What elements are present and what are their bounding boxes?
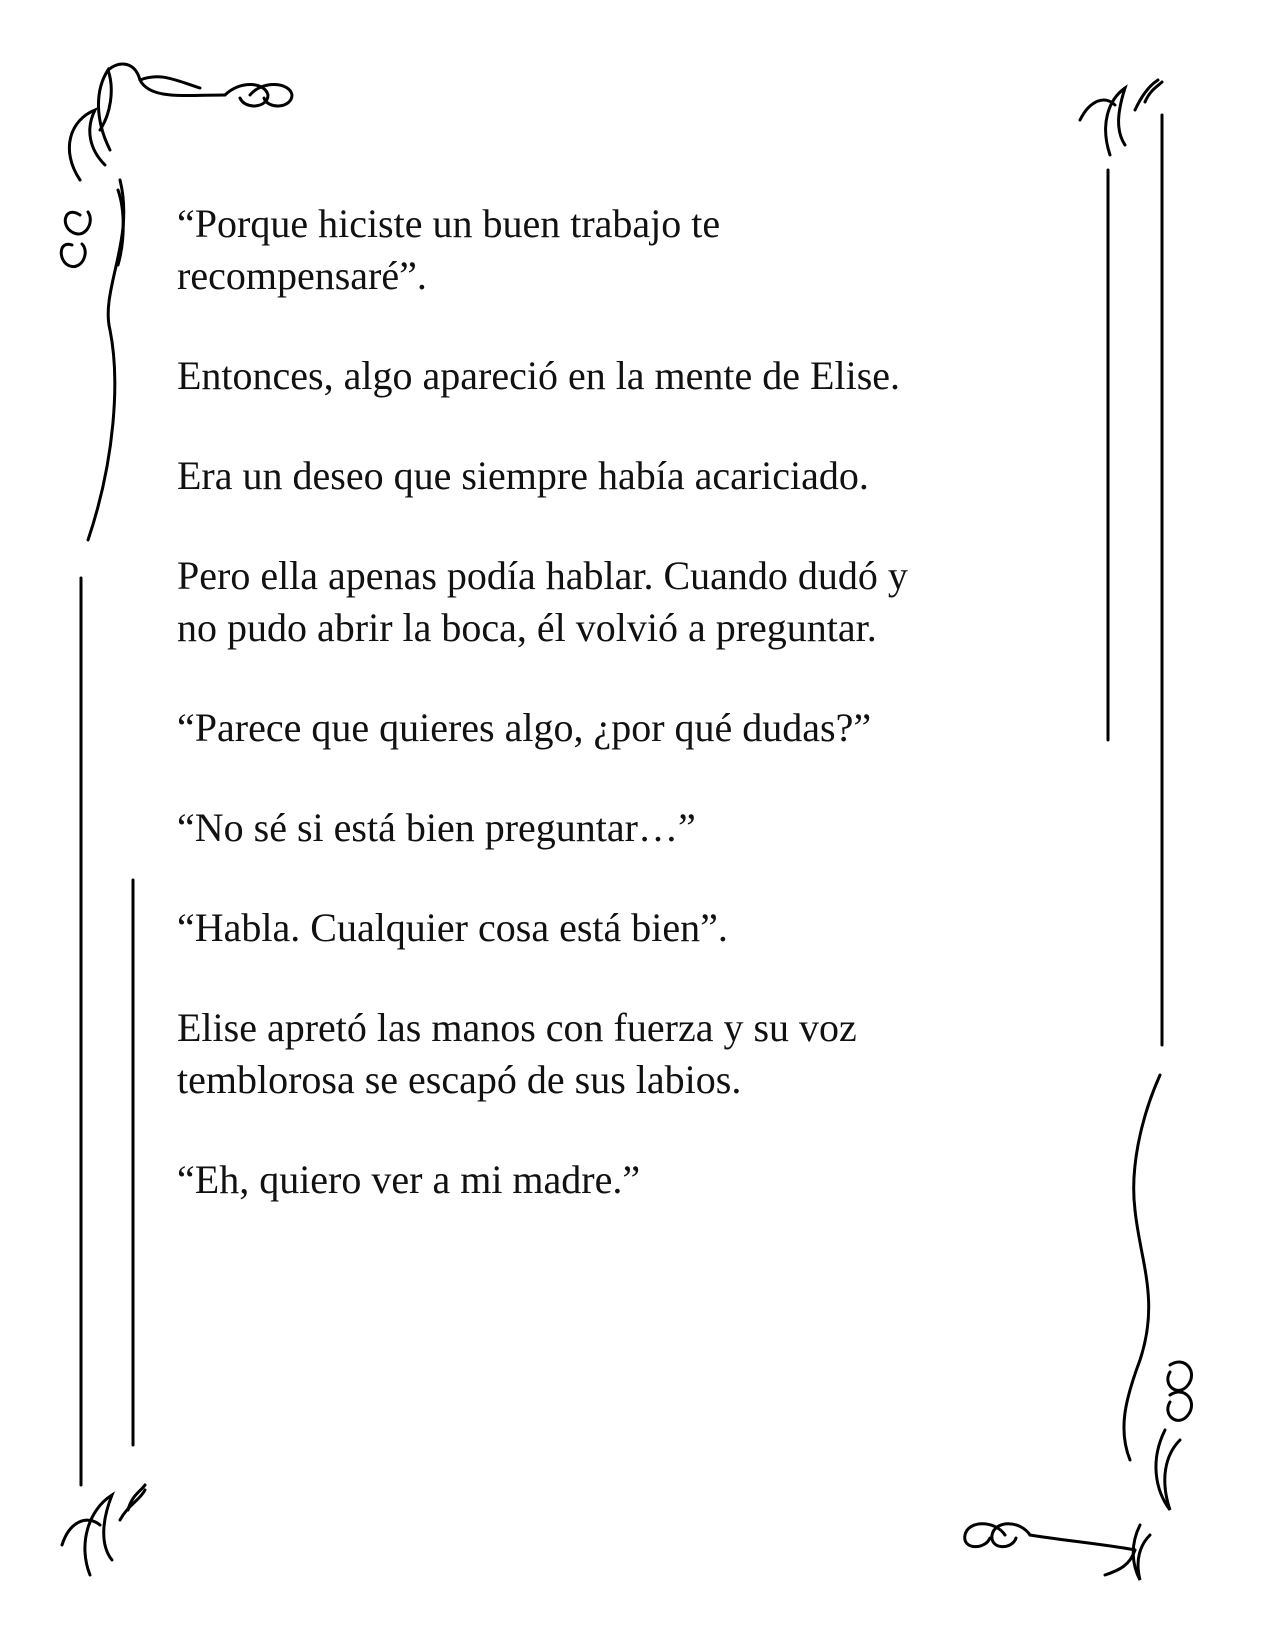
top-right-flourish bbox=[1080, 80, 1162, 155]
story-text bbox=[177, 198, 1077, 1254]
paragraph: Entonces, algo apareció en la mente de Elise. bbox=[177, 353, 901, 398]
paragraph: Elise apretó las manos con fuerza y su voz temblorosa se escapó de sus labios. bbox=[177, 1005, 857, 1102]
bottom-left-flourish bbox=[62, 1485, 145, 1575]
paragraph: “Eh, quiero ver a mi madre.” bbox=[177, 1157, 641, 1202]
paragraph: “Porque hiciste un buen trabajo te recompensaré”. bbox=[177, 201, 721, 298]
paragraph: Era un deseo que siempre había acariciado. bbox=[177, 453, 869, 498]
paragraph: “Parece que quieres algo, ¿por qué dudas?” bbox=[177, 705, 872, 750]
paragraph: “Habla. Cualquier cosa está bien”. bbox=[177, 905, 728, 950]
paragraph: Pero ella apenas podía hablar. Cuando dudó y no pudo abrir la boca, él volvió a preguntar. bbox=[177, 553, 908, 650]
paragraph: “No sé si está bien preguntar…” bbox=[177, 805, 696, 850]
